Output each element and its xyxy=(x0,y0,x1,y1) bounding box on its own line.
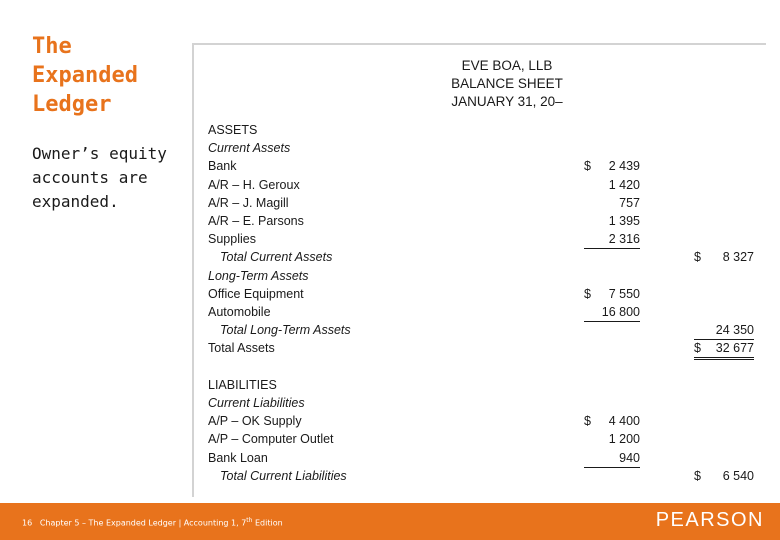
balance-sheet-row xyxy=(194,139,766,157)
balance-sheet xyxy=(192,43,766,497)
first-amount-cell xyxy=(584,230,640,249)
first-amount-cell xyxy=(584,412,640,430)
body-line: Owner’s equity xyxy=(32,144,167,163)
slide-body-text xyxy=(32,142,182,214)
title-line: Expanded xyxy=(32,63,138,88)
first-amount-cell xyxy=(584,212,640,230)
amount-value: 2 316 xyxy=(608,232,640,247)
balance-sheet-row xyxy=(194,394,766,412)
first-amount-cell xyxy=(584,176,640,194)
amount-value: 757 xyxy=(619,195,640,210)
currency-symbol: $ xyxy=(584,286,591,301)
statement-name: BALANCE SHEET xyxy=(451,76,563,91)
first-amount-cell xyxy=(584,430,640,448)
amount-value: 4 400 xyxy=(608,414,640,429)
row-label: Current Assets xyxy=(208,141,291,156)
edition-tail: Edition xyxy=(252,518,283,528)
footer-bar xyxy=(0,503,780,540)
balance-sheet-header xyxy=(422,57,592,111)
balance-sheet-row xyxy=(194,376,766,394)
balance-sheet-row xyxy=(194,467,766,485)
amount-value: 6 540 xyxy=(722,468,754,483)
balance-sheet-row xyxy=(194,230,766,248)
row-label: Supplies xyxy=(208,232,256,247)
row-label: Automobile xyxy=(208,305,271,319)
balance-sheet-row xyxy=(194,412,766,430)
balance-sheet-row xyxy=(194,430,766,448)
row-label: A/R – H. Geroux xyxy=(208,177,300,192)
second-amount-cell xyxy=(694,467,754,485)
company-name: EVE BOA, LLB xyxy=(461,58,553,73)
second-amount-cell xyxy=(694,248,754,266)
title-line: The xyxy=(32,34,72,59)
amount-value: 1 200 xyxy=(608,432,640,447)
currency-symbol: $ xyxy=(694,468,701,483)
first-amount-cell xyxy=(584,449,640,468)
row-label: Total Long-Term Assets xyxy=(220,323,351,338)
currency-symbol: $ xyxy=(694,250,701,265)
footer-caption xyxy=(22,517,283,528)
balance-sheet-row xyxy=(194,321,766,339)
balance-sheet-row xyxy=(194,285,766,303)
amount-value: 7 550 xyxy=(608,286,640,301)
row-label: Bank xyxy=(208,159,237,174)
currency-symbol: $ xyxy=(694,341,701,356)
row-label: ASSETS xyxy=(208,123,258,137)
row-label: Long-Term Assets xyxy=(208,268,309,283)
first-amount-cell xyxy=(584,157,640,175)
edition-superscript: th xyxy=(246,517,253,524)
balance-sheet-row xyxy=(194,212,766,230)
row-label: A/R – J. Magill xyxy=(208,195,289,210)
row-label: Current Liabilities xyxy=(208,396,305,410)
amount-value: 1 395 xyxy=(608,214,640,228)
balance-sheet-row xyxy=(194,358,766,376)
statement-date: JANUARY 31, 20– xyxy=(451,94,563,109)
amount-value: 16 800 xyxy=(601,305,640,319)
first-amount-cell xyxy=(584,303,640,322)
balance-sheet-row xyxy=(194,157,766,175)
row-label: LIABILITIES xyxy=(208,377,277,392)
currency-symbol: $ xyxy=(584,159,591,174)
row-label: A/R – E. Parsons xyxy=(208,214,304,228)
currency-symbol: $ xyxy=(584,414,591,429)
title-line: Ledger xyxy=(32,92,112,117)
row-label: Office Equipment xyxy=(208,286,304,301)
row-label: A/P – Computer Outlet xyxy=(208,432,334,447)
chapter-text: Chapter 5 – The Expanded Ledger | Accounting 1, 7 xyxy=(39,518,247,528)
amount-value: 24 350 xyxy=(715,323,754,338)
balance-sheet-row xyxy=(194,176,766,194)
amount-value: 1 420 xyxy=(608,177,640,192)
pearson-logo: PEARSON xyxy=(655,509,764,531)
row-label: Total Assets xyxy=(208,341,275,356)
balance-sheet-row xyxy=(194,339,766,357)
row-label: Bank Loan xyxy=(208,450,268,465)
balance-sheet-row xyxy=(194,267,766,285)
balance-sheet-row xyxy=(194,248,766,266)
row-label: A/P – OK Supply xyxy=(208,414,302,429)
first-amount-cell xyxy=(584,194,640,212)
body-line: accounts are xyxy=(32,168,148,187)
page-number: 16 xyxy=(22,518,33,528)
amount-value: 8 327 xyxy=(722,250,754,265)
first-amount-cell xyxy=(584,285,640,303)
amount-value: 940 xyxy=(619,450,640,465)
balance-sheet-row xyxy=(194,303,766,321)
amount-value: 32 677 xyxy=(715,341,754,356)
body-line: expanded. xyxy=(32,192,119,211)
balance-sheet-row xyxy=(194,449,766,467)
row-label: Total Current Liabilities xyxy=(220,468,347,483)
balance-sheet-row xyxy=(194,121,766,139)
slide-title xyxy=(32,32,182,119)
second-amount-cell xyxy=(694,321,754,340)
amount-value: 2 439 xyxy=(608,159,640,174)
row-label: Total Current Assets xyxy=(220,250,333,265)
balance-sheet-row xyxy=(194,194,766,212)
